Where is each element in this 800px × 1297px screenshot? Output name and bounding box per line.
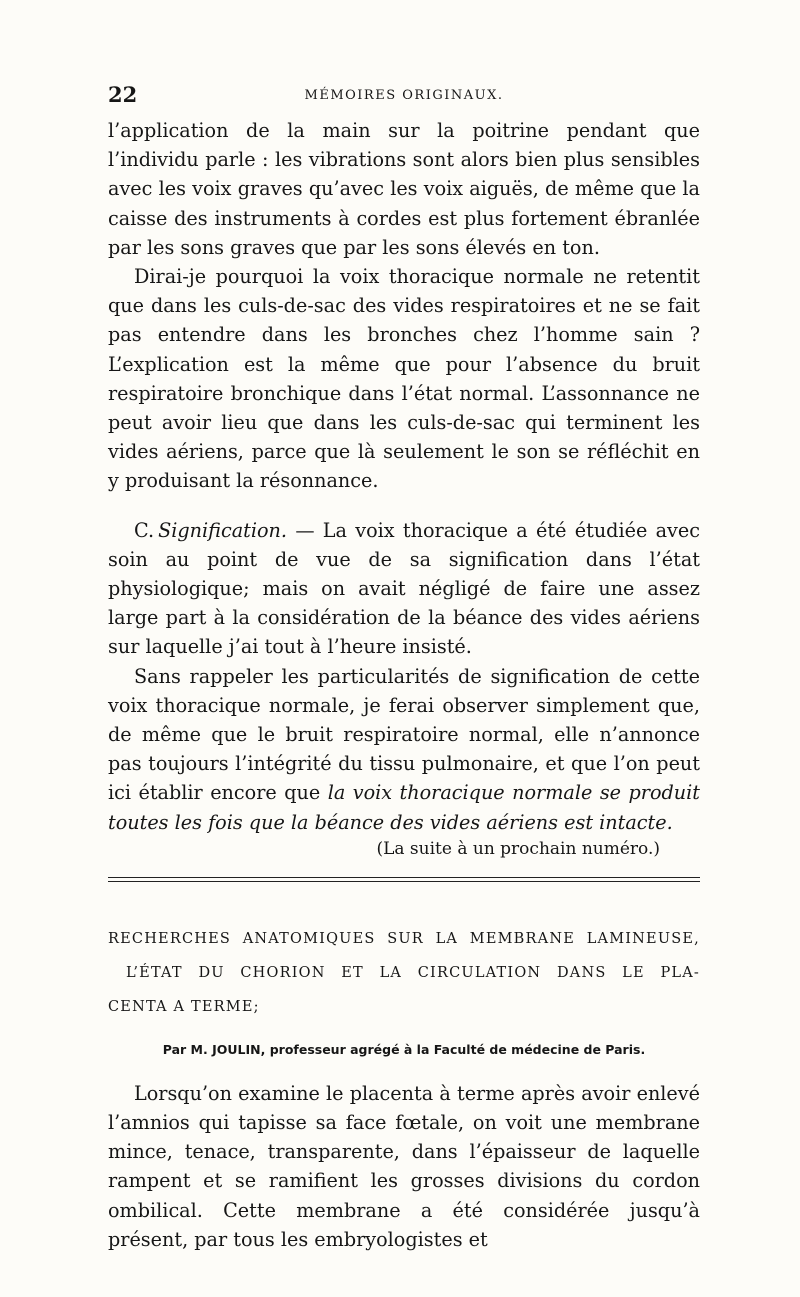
article-body (108, 1079, 700, 1254)
page-number: 22 (108, 82, 138, 107)
section-body (108, 116, 700, 837)
section-divider (108, 877, 700, 882)
paragraph-4 (108, 662, 700, 837)
subsection-label: C. (134, 518, 155, 542)
paragraph-4-text: Sans rappeler les particularités de signification de cette voix thoracique normale, je ferai observer simplement que, de même que le bruit respiratoire normal, elle n’annonce pas toujours l’intégrité du tissu pulmonaire, et que l’on peut ici établir encore que (108, 664, 700, 805)
paragraph-3-text: — La voix thoracique a été étudiée avec soin au point de vue de sa signification dans l’état physiologique; mais on avait négligé de faire une assez large part à la considération de la béance des vides aériens sur laquelle j’ai tout à l’heure insisté. (108, 518, 700, 659)
article-title-line-3: CENTA A TERME; (108, 998, 260, 1015)
article-paragraph-1: Lorsqu’on examine le placenta à terme après avoir enlevé l’amnios qui tapisse sa face fœtale, on voit une membrane mince, tenace, transparente, dans l’épaisseur de laquelle rampent et se ramifient les grosses divisions du cordon ombilical. Cette membrane a été considérée jusqu’à présent, par tous les embryologistes et (108, 1081, 700, 1251)
paragraph-1: l’application de la main sur la poitrine pendant que l’individu parle : les vibrations sont alors bien plus sensibles avec les voix graves qu’avec les voix aiguës, de même que la caisse des instruments à cordes est plus fortement ébranlée par les sons graves que par les sons élevés en ton. (108, 119, 700, 259)
article-byline: Par M. JOULIN, professeur agrégé à la Faculté de médecine de Paris. (162, 1041, 646, 1057)
continuation-note: (La suite à un prochain numéro.) (376, 838, 660, 859)
subsection-heading: Signification. (158, 518, 288, 542)
divider-line-top (108, 877, 700, 878)
article-title (108, 922, 700, 1024)
paragraph-4-emphasis: la voix thoracique normale se produit toutes les fois que la béance des vides aériens est intacte. (108, 781, 700, 834)
running-title: MÉMOIRES ORIGINAUX. (304, 88, 504, 103)
document-page (0, 82, 800, 1297)
paragraph-2: Dirai-je pourquoi la voix thoracique normale ne retentit que dans les culs-de-sac des vides respiratoires et ne se fait pas entendre dans les bronches chez l’homme sain ? L’explication est la même que pour l’absence du bruit respiratoire bronchique dans l’état normal. L’assonnance ne peut avoir lieu que dans les culs-de-sac qui terminent les vides aériens, parce que là seulement le son se réfléchit en y produisant la résonnance. (108, 265, 700, 493)
article-title-line-2: L’ÉTAT DU CHORION ET LA CIRCULATION DANS LE PLA- (126, 964, 700, 981)
paragraph-signification (108, 516, 700, 662)
article-title-line-1: RECHERCHES ANATOMIQUES SUR LA MEMBRANE LAMINEUSE, (108, 930, 700, 947)
running-head (108, 82, 700, 116)
divider-line-bottom (108, 881, 700, 882)
